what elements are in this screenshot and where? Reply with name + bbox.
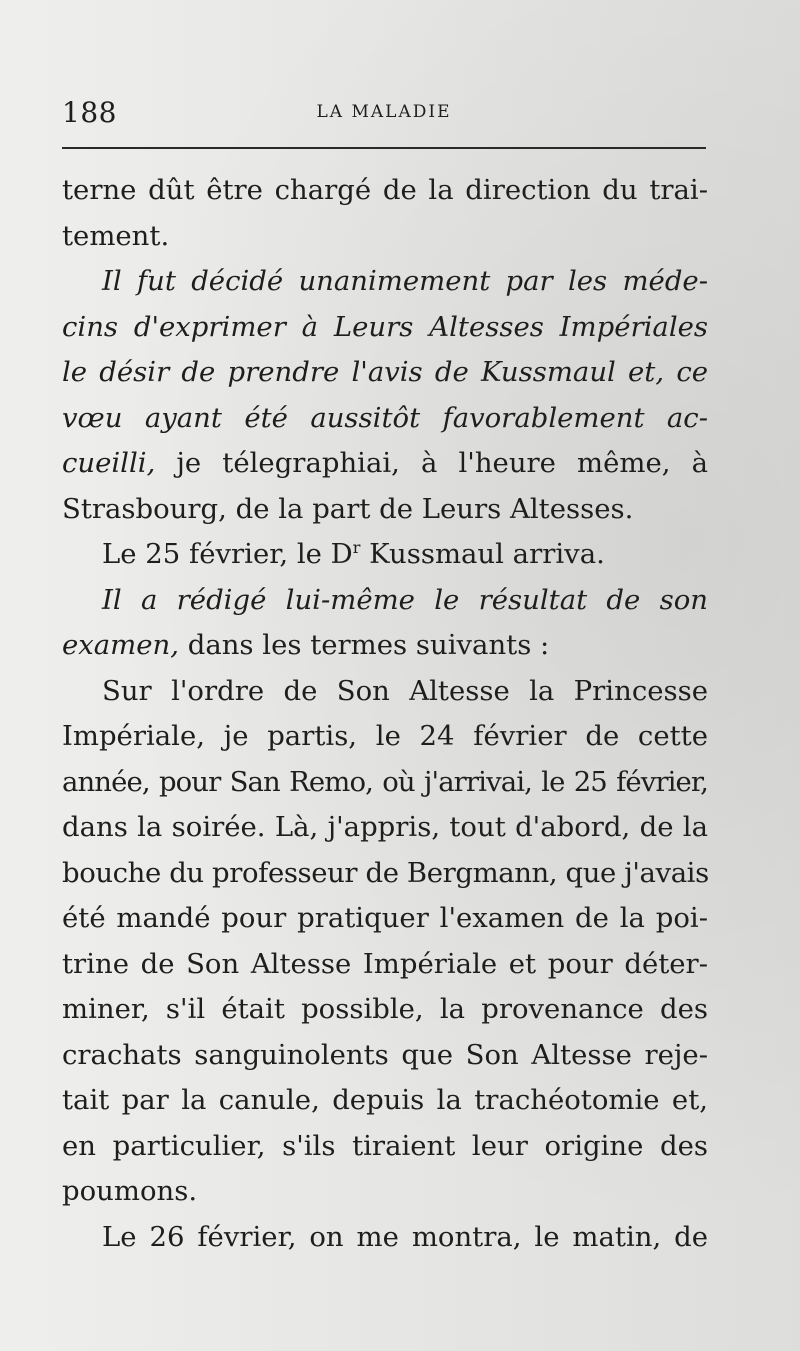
- text-line: tait par la canule, depuis la trachéotomie et,: [62, 1084, 708, 1116]
- text-line: le désir de prendre l'avis de Kussmaul et, ce: [62, 356, 708, 388]
- text-line: Le 26 février, on me montra, le matin, de: [102, 1220, 708, 1253]
- superscript: r: [352, 537, 361, 557]
- text-line: terne dût être chargé de la direction du trai-: [62, 174, 708, 206]
- text-line: miner, s'il était possible, la provenance des: [62, 993, 708, 1025]
- italic-run: cueilli,: [62, 447, 156, 479]
- text-run: Kussmaul arriva.: [360, 538, 605, 570]
- text-line: crachats sanguinolents que Son Altesse reje-: [62, 1038, 708, 1071]
- text-line: Impériale, je partis, le 24 février de cette: [62, 720, 708, 752]
- text-line: trine de Son Altesse Impériale et pour déter-: [62, 947, 708, 980]
- text-line: [62, 441, 708, 487]
- text-run: Le 25 février, le D: [102, 538, 353, 570]
- text-line: Strasbourg, de la part de Leurs Altesses.: [62, 492, 634, 525]
- text-line: cins d'exprimer à Leurs Altesses Impériales: [62, 310, 708, 343]
- header-rule: [62, 147, 706, 149]
- text-line: année, pour San Remo, où j'arrivai, le 25 février,: [62, 765, 708, 798]
- text-line: bouche du professeur de Bergmann, que j'avais: [62, 856, 709, 889]
- body-text: [62, 168, 708, 1260]
- text-line: Il fut décidé unanimement par les méde-: [102, 265, 708, 297]
- text-line: tement.: [62, 219, 170, 252]
- text-line: été mandé pour pratiquer l'examen de la poi-: [62, 902, 708, 934]
- text-line: Il a rédigé lui-même le résultat de son: [102, 583, 708, 616]
- text-run: dans les termes suivants :: [178, 629, 550, 661]
- text-line: [62, 623, 708, 669]
- text-line: Sur l'ordre de Son Altesse la Princesse: [102, 674, 708, 707]
- text-line: vœu ayant été aussitôt favorablement ac-: [62, 401, 708, 434]
- page-number: 188: [62, 96, 117, 129]
- text-line: poumons.: [62, 1175, 198, 1207]
- text-line: en particulier, s'ils tiraient leur origine des: [62, 1129, 708, 1162]
- running-title: LA MALADIE: [316, 102, 452, 122]
- running-head: [62, 96, 706, 129]
- text-line: dans la soirée. Là, j'appris, tout d'abord, de la: [62, 811, 708, 843]
- text-run: je télegraphiai, à l'heure même, à: [155, 447, 708, 479]
- text-line: [62, 532, 708, 578]
- italic-run: examen,: [62, 629, 179, 661]
